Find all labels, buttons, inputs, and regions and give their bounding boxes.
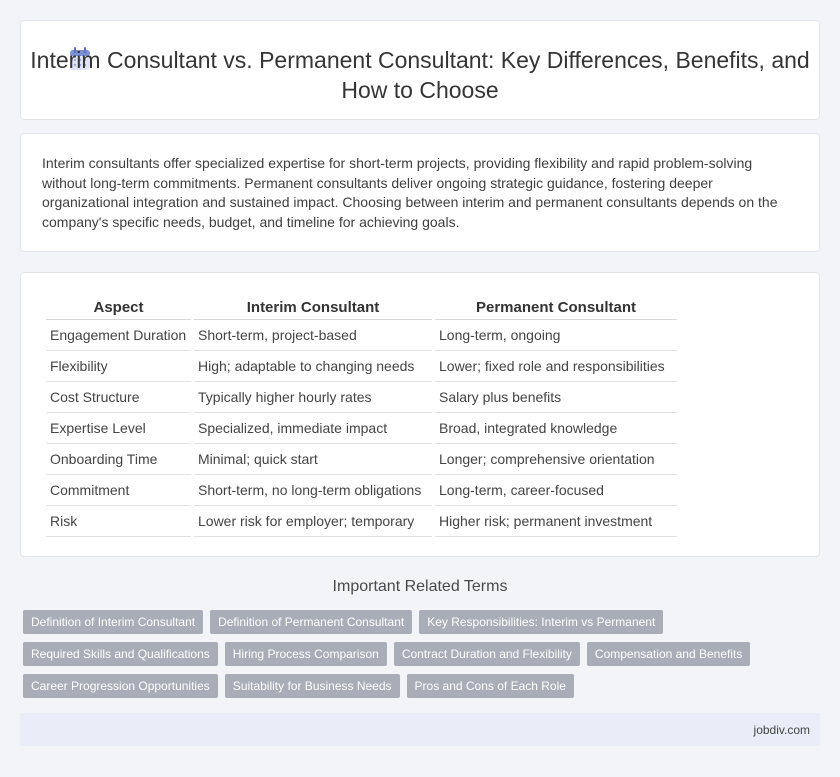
table-cell: Short-term, project-based	[194, 320, 432, 351]
table-cell: Lower risk for employer; temporary	[194, 506, 432, 537]
table-row	[46, 382, 677, 413]
column-header: Interim Consultant	[194, 296, 432, 320]
table-cell: Broad, integrated knowledge	[435, 413, 677, 444]
related-term-tag[interactable]: Hiring Process Comparison	[225, 642, 387, 666]
table-cell: Short-term, no long-term obligations	[194, 475, 432, 506]
table-cell: Typically higher hourly rates	[194, 382, 432, 413]
page-title: Interim Consultant vs. Permanent Consultant: Key Differences, Benefits, and How to Choose	[30, 47, 810, 103]
table-header-row	[46, 296, 677, 320]
comparison-table	[43, 296, 680, 537]
table-cell: High; adaptable to changing needs	[194, 351, 432, 382]
related-term-tag[interactable]: Definition of Permanent Consultant	[210, 610, 412, 634]
related-term-tag[interactable]: Compensation and Benefits	[587, 642, 750, 666]
comparison-card	[20, 272, 820, 557]
footer-site-link[interactable]: jobdiv.com	[753, 723, 810, 737]
intro-card	[20, 133, 820, 252]
related-terms-list	[23, 610, 803, 706]
table-cell: Risk	[46, 506, 191, 537]
table-cell: Longer; comprehensive orientation	[435, 444, 677, 475]
table-cell: Flexibility	[46, 351, 191, 382]
column-header: Permanent Consultant	[435, 296, 677, 320]
table-row	[46, 413, 677, 444]
related-term-tag[interactable]: Career Progression Opportunities	[23, 674, 218, 698]
table-cell: Commitment	[46, 475, 191, 506]
tag-row	[23, 610, 803, 634]
table-row	[46, 506, 677, 537]
tag-row	[23, 642, 803, 666]
table-cell: Salary plus benefits	[435, 382, 677, 413]
table-cell: Lower; fixed role and responsibilities	[435, 351, 677, 382]
table-cell: Long-term, career-focused	[435, 475, 677, 506]
table-cell: Expertise Level	[46, 413, 191, 444]
footer	[20, 713, 820, 746]
table-row	[46, 444, 677, 475]
table-cell: Long-term, ongoing	[435, 320, 677, 351]
table-row	[46, 475, 677, 506]
table-cell: Cost Structure	[46, 382, 191, 413]
table-cell: Engagement Duration	[46, 320, 191, 351]
title-card	[20, 20, 820, 120]
table-row	[46, 320, 677, 351]
table-cell: Minimal; quick start	[194, 444, 432, 475]
table-cell: Specialized, immediate impact	[194, 413, 432, 444]
related-term-tag[interactable]: Definition of Interim Consultant	[23, 610, 203, 634]
table-cell: Higher risk; permanent investment	[435, 506, 677, 537]
related-term-tag[interactable]: Pros and Cons of Each Role	[407, 674, 574, 698]
column-header: Aspect	[46, 296, 191, 320]
table-row	[46, 351, 677, 382]
related-term-tag[interactable]: Contract Duration and Flexibility	[394, 642, 580, 666]
related-term-tag[interactable]: Required Skills and Qualifications	[23, 642, 218, 666]
related-term-tag[interactable]: Key Responsibilities: Interim vs Permanent	[419, 610, 663, 634]
related-term-tag[interactable]: Suitability for Business Needs	[225, 674, 400, 698]
table-cell: Onboarding Time	[46, 444, 191, 475]
intro-paragraph: Interim consultants offer specialized expertise for short-term projects, providing flexibility and rapid problem-solving without long-term commitments. Permanent consultants deliver ongoing strategic guidance, fostering deeper organizational integration and sustained impact. Choosing between interim and permanent consultants depends on the company's specific needs, budget, and timeline for achieving goals.	[42, 155, 778, 230]
tag-row	[23, 674, 803, 698]
related-terms-heading: Important Related Terms	[332, 578, 508, 595]
